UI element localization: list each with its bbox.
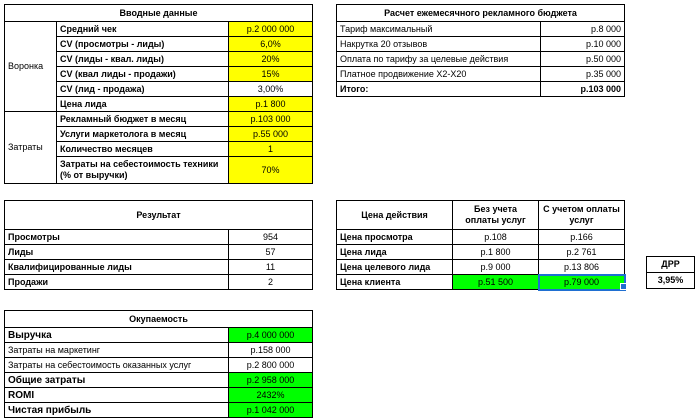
price-col1-header[interactable]: Без учета оплаты услуг (453, 201, 539, 230)
input-value[interactable]: 6,0% (229, 37, 313, 52)
result-table (4, 200, 313, 290)
price-v2[interactable]: р.166 (539, 230, 625, 245)
budget-label[interactable]: Оплата по тарифу за целевые действия (337, 52, 541, 67)
result-label[interactable]: Квалифицированные лиды (5, 260, 229, 275)
input-label[interactable]: CV (квал лиды - продажи) (57, 67, 229, 82)
price-v1[interactable]: р.9 000 (453, 260, 539, 275)
payback-value[interactable]: р.1 042 000 (229, 403, 313, 418)
result-value[interactable]: 954 (229, 230, 313, 245)
input-value[interactable]: р.103 000 (229, 112, 313, 127)
price-label[interactable]: Цена просмотра (337, 230, 453, 245)
input-value[interactable]: 3,00% (229, 82, 313, 97)
input-label[interactable]: Рекламный бюджет в месяц (57, 112, 229, 127)
price-v2-client-selected[interactable]: р.79 000 (539, 275, 625, 290)
payback-value[interactable]: р.4 000 000 (229, 328, 313, 343)
budget-title[interactable]: Расчет ежемесячного рекламного бюджета (337, 5, 625, 22)
drr-value[interactable]: 3,95% (647, 273, 695, 289)
result-value[interactable]: 57 (229, 245, 313, 260)
input-table (4, 4, 313, 184)
result-value[interactable]: 11 (229, 260, 313, 275)
input-label[interactable]: Цена лида (57, 97, 229, 112)
input-value[interactable]: 15% (229, 67, 313, 82)
result-value[interactable]: 2 (229, 275, 313, 290)
input-label[interactable]: Услуги маркетолога в месяц (57, 127, 229, 142)
input-label[interactable]: CV (лид - продажа) (57, 82, 229, 97)
result-label[interactable]: Лиды (5, 245, 229, 260)
payback-label[interactable]: Затраты на маркетинг (5, 343, 229, 358)
input-value[interactable]: 70% (229, 157, 313, 184)
input-label[interactable]: Количество месяцев (57, 142, 229, 157)
budget-total-label[interactable]: Итого: (337, 82, 541, 97)
price-v1[interactable]: р.108 (453, 230, 539, 245)
input-value[interactable]: 20% (229, 52, 313, 67)
budget-value[interactable]: р.8 000 (541, 22, 625, 37)
budget-value[interactable]: р.35 000 (541, 67, 625, 82)
budget-table (336, 4, 625, 97)
input-label[interactable]: CV (лиды - квал. лиды) (57, 52, 229, 67)
payback-value[interactable]: 2432% (229, 388, 313, 403)
group-funnel[interactable]: Воронка (5, 22, 57, 112)
price-v2[interactable]: р.2 761 (539, 245, 625, 260)
budget-label[interactable]: Накрутка 20 отзывов (337, 37, 541, 52)
price-col2-header[interactable]: С учетом оплаты услуг (539, 201, 625, 230)
payback-title[interactable]: Окупаемость (5, 311, 313, 328)
input-label[interactable]: CV (просмотры - лиды) (57, 37, 229, 52)
payback-label[interactable]: Чистая прибыль (5, 403, 229, 418)
price-table (336, 200, 625, 290)
input-value[interactable]: р.2 000 000 (229, 22, 313, 37)
price-v1-client[interactable]: р.51 500 (453, 275, 539, 290)
payback-label[interactable]: Затраты на себестоимость оказанных услуг (5, 358, 229, 373)
group-costs[interactable]: Затраты (5, 112, 57, 184)
price-v1[interactable]: р.1 800 (453, 245, 539, 260)
payback-table (4, 310, 313, 418)
input-label[interactable]: Затраты на себестоимость техники (% от выручки) (57, 157, 229, 184)
result-title[interactable]: Результат (5, 201, 313, 230)
input-label[interactable]: Средний чек (57, 22, 229, 37)
drr-label[interactable]: ДРР (647, 257, 695, 273)
input-title[interactable]: Вводные данные (5, 5, 313, 22)
budget-value[interactable]: р.50 000 (541, 52, 625, 67)
budget-label[interactable]: Тариф максимальный (337, 22, 541, 37)
payback-value[interactable]: р.2 958 000 (229, 373, 313, 388)
payback-label[interactable]: Выручка (5, 328, 229, 343)
input-value[interactable]: р.1 800 (229, 97, 313, 112)
price-label[interactable]: Цена лида (337, 245, 453, 260)
input-value[interactable]: р.55 000 (229, 127, 313, 142)
payback-label[interactable]: ROMI (5, 388, 229, 403)
price-title[interactable]: Цена действия (337, 201, 453, 230)
budget-total-value[interactable]: р.103 000 (541, 82, 625, 97)
payback-label[interactable]: Общие затраты (5, 373, 229, 388)
selection-fill-handle[interactable] (620, 283, 627, 290)
budget-value[interactable]: р.10 000 (541, 37, 625, 52)
payback-value[interactable]: р.2 800 000 (229, 358, 313, 373)
result-label[interactable]: Продажи (5, 275, 229, 290)
price-label[interactable]: Цена целевого лида (337, 260, 453, 275)
price-label[interactable]: Цена клиента (337, 275, 453, 290)
price-v2[interactable]: р.13 806 (539, 260, 625, 275)
drr-table (646, 256, 695, 289)
budget-label[interactable]: Платное продвижение Х2-Х20 (337, 67, 541, 82)
result-label[interactable]: Просмотры (5, 230, 229, 245)
payback-value[interactable]: р.158 000 (229, 343, 313, 358)
input-value[interactable]: 1 (229, 142, 313, 157)
